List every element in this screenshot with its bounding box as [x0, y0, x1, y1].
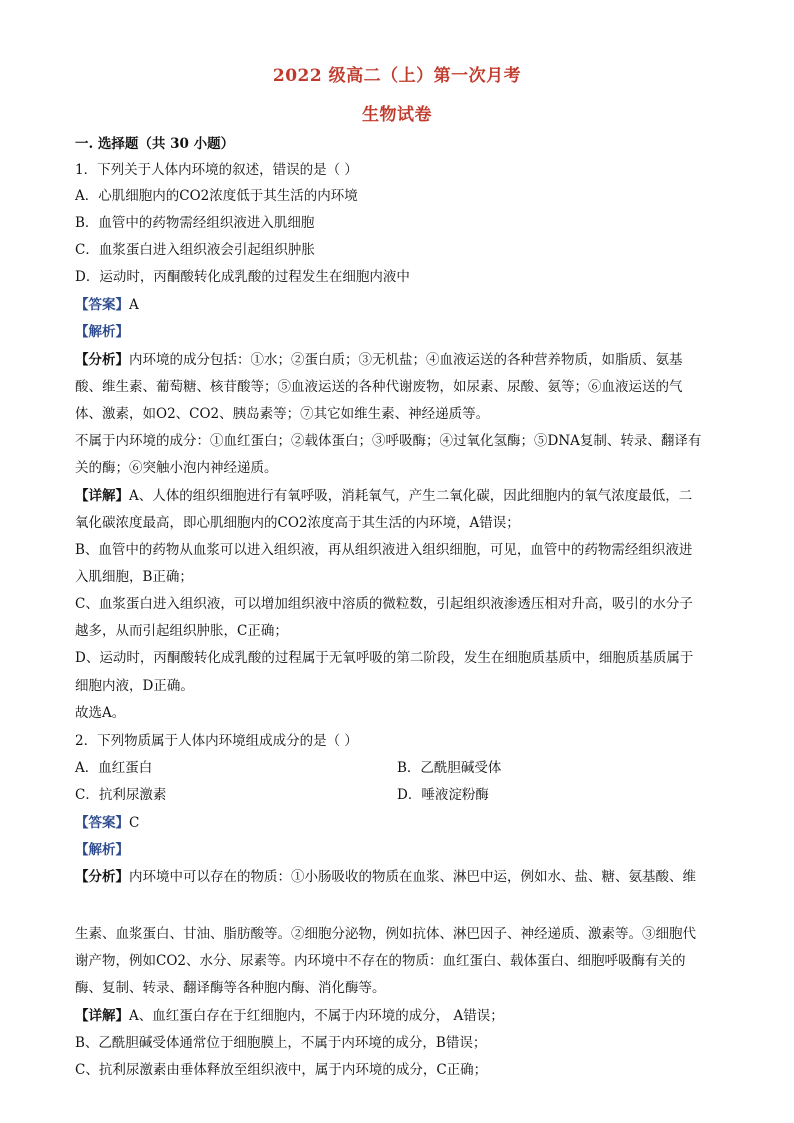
q1-xiangjie-5: C、血浆蛋白进入组织液，可以增加组织液中溶质的微粒数，引起组织液渗透压相对升高，吸引的水分子 [75, 596, 693, 612]
page-title: 2022 级高二（上）第一次月考 [272, 66, 522, 86]
q1-xiangjie-7: D、运动时，丙酮酸转化成乳酸的过程属于无氧呼吸的第二阶段，发生在细胞质基质中，细胞质基质属于 [75, 650, 694, 666]
q1-xiangjie-1 [75, 486, 725, 506]
q2-xiangjie-2: B、乙酰胆碱受体通常位于细胞膜上，不属于内环境的成分，B错误； [75, 1035, 487, 1051]
xiangjie-tag: 【详解】 [75, 1008, 129, 1024]
q2-analysis-tag: 【解析】 [75, 842, 129, 858]
page-subtitle: 生物试卷 [362, 105, 432, 125]
q2-xiangjie-3: C、抗利尿激素由垂体释放至组织液中，属于内环境的成分，C正确； [75, 1062, 488, 1078]
q1-fenxi-5: 关的酶；⑥突触小泡内神经递质。 [75, 460, 278, 476]
section-heading: 一. 选择题（共 30 小题） [75, 136, 235, 152]
q1-xiangjie-2: 氧化碳浓度最高，即心肌细胞内的CO2浓度高于其生活的内环境，A错误； [75, 515, 520, 531]
q1-fenxi-4: 不属于内环境的成分：①血红蛋白；②载体蛋白；③呼吸酶；④过氧化氢酶；⑤DNA复制、转录、翻译有 [75, 433, 702, 449]
q1-xiangjie-3: B、血管中的药物从血浆可以进入组织液，再从组织液进入组织细胞，可见，血管中的药物需经组织液进 [75, 542, 693, 558]
q1-fenxi-1 [75, 350, 725, 370]
q2-fenxi-1 [75, 867, 725, 887]
fenxi-text: 内环境的成分包括：①水；②蛋白质；③无机盐；④血液运送的各种营养物质，如脂质、氨基 [129, 352, 683, 368]
fenxi-tag: 【分析】 [75, 869, 129, 885]
q2-xiangjie-1 [75, 1006, 725, 1026]
q2-answer [75, 813, 725, 833]
answer-tag: 【答案】 [75, 297, 129, 313]
q2-stem: 2．下列物质属于人体内环境组成成分的是（ ） [75, 733, 358, 749]
q1-stem: 1．下列关于人体内环境的叙述，错误的是（ ） [75, 162, 358, 178]
q2-fenxi-4: 酶、复制、转录、翻译酶等各种胞内酶、消化酶等。 [75, 980, 386, 996]
xiangjie-text: A、人体的组织细胞进行有氧呼吸，消耗氧气，产生二氧化碳，因此细胞内的氧气浓度最低，二 [129, 488, 693, 504]
q1-xiangjie-6: 越多，从而引起组织肿胀，C正确； [75, 623, 288, 639]
q1-option-a: A．心肌细胞内的CO2浓度低于其生活的内环境 [75, 188, 358, 204]
fenxi-tag: 【分析】 [75, 352, 129, 368]
q1-fenxi-2: 酸、维生素、葡萄糖、核苷酸等；⑤血液运送的各种代谢废物，如尿素、尿酸、氨等；⑥血液运送的气 [75, 379, 683, 395]
q2-option-b: B．乙酰胆碱受体 [397, 760, 502, 776]
q1-xiangjie-8: 细胞内液，D正确。 [75, 678, 194, 694]
q1-xiangjie-4: 入肌细胞，B正确； [75, 569, 193, 585]
xiangjie-tag: 【详解】 [75, 488, 129, 504]
q2-fenxi-2: 生素、血浆蛋白、甘油、脂肪酸等。②细胞分泌物，例如抗体、淋巴因子、神经递质、激素等。③细胞代 [75, 926, 696, 942]
q1-analysis-tag: 【解析】 [75, 324, 129, 340]
q2-option-a: A．血红蛋白 [75, 760, 153, 776]
q1-option-c: C．血浆蛋白进入组织液会引起组织肿胀 [75, 242, 315, 258]
q1-answer [75, 295, 725, 315]
q1-option-d: D．运动时，丙酮酸转化成乳酸的过程发生在细胞内液中 [75, 269, 410, 285]
q1-conclusion: 故选A。 [75, 705, 126, 721]
answer-value: C [129, 815, 140, 831]
q1-fenxi-3: 体、激素，如O2、CO2、胰岛素等；⑦其它如维生素、神经递质等。 [75, 406, 490, 422]
answer-tag: 【答案】 [75, 815, 129, 831]
answer-value: A [129, 297, 139, 313]
fenxi-text: 内环境中可以存在的物质：①小肠吸收的物质在血浆、淋巴中运，例如水、盐、糖、氨基酸、维 [129, 869, 696, 885]
q2-option-d: D．唾液淀粉酶 [397, 787, 489, 803]
q2-fenxi-3: 谢产物，例如CO2、水分、尿素等。内环境中不存在的物质：血红蛋白、载体蛋白、细胞呼吸酶有关的 [75, 953, 686, 969]
q2-option-c: C．抗利尿激素 [75, 787, 167, 803]
xiangjie-text: A、血红蛋白存在于红细胞内，不属于内环境的成分， A错误； [129, 1008, 504, 1024]
q1-option-b: B．血管中的药物需经组织液进入肌细胞 [75, 215, 315, 231]
